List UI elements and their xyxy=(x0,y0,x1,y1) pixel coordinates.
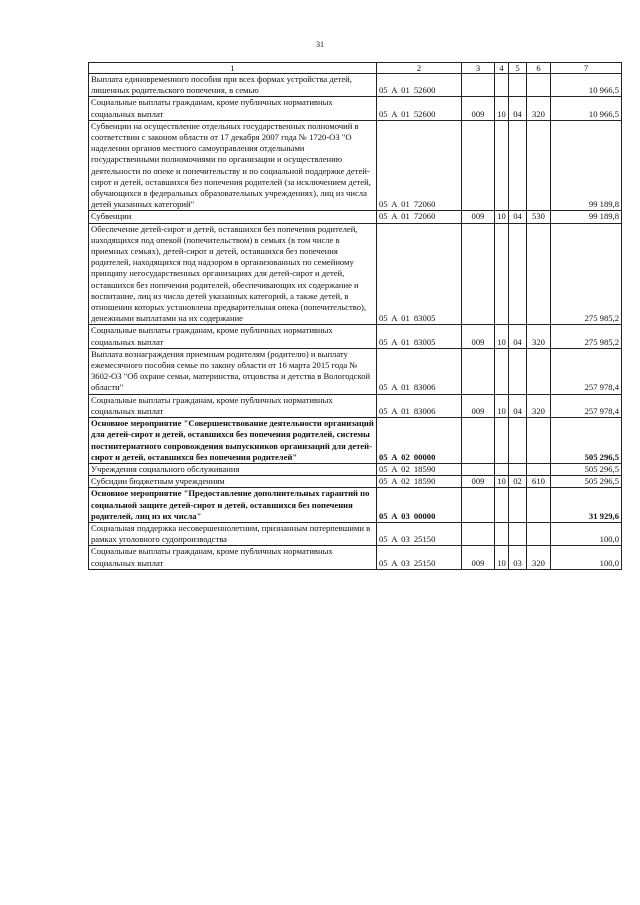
row-amount: 100,0 xyxy=(551,546,622,569)
row-amount: 31 929,6 xyxy=(551,488,622,523)
row-col4: 10 xyxy=(495,394,509,417)
row-col6: 610 xyxy=(527,476,551,488)
row-col3 xyxy=(462,223,495,325)
row-col3: 009 xyxy=(462,211,495,223)
column-header-2: 2 xyxy=(377,63,462,74)
table-row xyxy=(89,488,622,523)
table-row xyxy=(89,522,622,545)
row-col4 xyxy=(495,348,509,394)
row-col4: 10 xyxy=(495,211,509,223)
row-col5 xyxy=(509,522,527,545)
row-col4 xyxy=(495,74,509,97)
row-col5 xyxy=(509,120,527,211)
row-col5: 04 xyxy=(509,325,527,348)
row-name: Социальные выплаты гражданам, кроме публичных нормативных социальных выплат xyxy=(89,97,377,120)
row-col5: 02 xyxy=(509,476,527,488)
row-col5: 04 xyxy=(509,211,527,223)
table-row xyxy=(89,546,622,569)
row-col6 xyxy=(527,488,551,523)
table-header-row xyxy=(89,63,622,74)
row-code: 05 A 01 52600 xyxy=(377,74,462,97)
row-col4 xyxy=(495,488,509,523)
row-col5: 03 xyxy=(509,546,527,569)
row-code: 05 A 03 25150 xyxy=(377,546,462,569)
row-col3: 009 xyxy=(462,97,495,120)
page-number: 31 xyxy=(316,40,324,49)
row-col5 xyxy=(509,74,527,97)
row-col6 xyxy=(527,418,551,464)
row-name: Учреждения социального обслуживания xyxy=(89,463,377,475)
row-col3: 009 xyxy=(462,325,495,348)
row-amount: 10 966,5 xyxy=(551,74,622,97)
row-col6 xyxy=(527,463,551,475)
row-col6 xyxy=(527,120,551,211)
row-code: 05 A 03 25150 xyxy=(377,522,462,545)
row-amount: 100,0 xyxy=(551,522,622,545)
row-name: Социальные выплаты гражданам, кроме публичных нормативных социальных выплат xyxy=(89,325,377,348)
table-row xyxy=(89,394,622,417)
table-row xyxy=(89,223,622,325)
table-row xyxy=(89,463,622,475)
row-code: 05 A 01 72060 xyxy=(377,120,462,211)
row-col3 xyxy=(462,74,495,97)
row-col6 xyxy=(527,223,551,325)
row-col5 xyxy=(509,223,527,325)
row-col6 xyxy=(527,74,551,97)
row-col4: 10 xyxy=(495,325,509,348)
row-col6 xyxy=(527,348,551,394)
row-col6: 530 xyxy=(527,211,551,223)
row-amount: 505 296,5 xyxy=(551,418,622,464)
row-name: Социальная поддержка несовершеннолетним, признанным потерпевшими в рамках уголовного судопроизводства xyxy=(89,522,377,545)
row-name: Основное мероприятие "Предоставление дополнительных гарантий по социальной защите детей-сирот и детей, оставшихся без попечения родителей, лиц из их числа" xyxy=(89,488,377,523)
row-col3 xyxy=(462,120,495,211)
row-amount: 10 966,5 xyxy=(551,97,622,120)
table-row xyxy=(89,325,622,348)
row-name: Обеспечение детей-сирот и детей, оставшихся без попечения родителей, находящихся под опекой (попечительством) в семьях (в том числе в приемных семьях), детей-сирот и детей, оставшихся без попечения родителей, находящихся под надзором в организованных по семейному принципу негосударственных организациях для детей-сирот и детей, оставшихся без попечения родителей, обеспечивающих их содержание и воспитание, лиц из числа детей указанных категорий, а также детей, в отношении которых установлена предварительная опека (попечительство), денежными выплатами на их содержание xyxy=(89,223,377,325)
row-code: 05 A 01 52600 xyxy=(377,97,462,120)
row-amount: 275 985,2 xyxy=(551,325,622,348)
row-col3 xyxy=(462,418,495,464)
row-col3: 009 xyxy=(462,546,495,569)
row-col3 xyxy=(462,488,495,523)
column-header-3: 3 xyxy=(462,63,495,74)
row-code: 05 A 01 83006 xyxy=(377,394,462,417)
row-amount: 505 296,5 xyxy=(551,476,622,488)
table-row xyxy=(89,120,622,211)
row-col6: 320 xyxy=(527,325,551,348)
row-name: Субвенции на осуществление отдельных государственных полномочий в соответствии с законом области от 17 декабря 2007 года № 1720-ОЗ "О наделении органов местного самоуправления отдельными государственными полномочиями по организации и осуществлению деятельности по опеке и попечительству и по социальной поддержке детей-сирот и детей, оставшихся без попечения родителей (за исключением детей, обучающихся в федеральных образовательных учреждениях), лиц из числа детей указанных категорий" xyxy=(89,120,377,211)
row-col3 xyxy=(462,348,495,394)
row-amount: 99 189,8 xyxy=(551,211,622,223)
table-row xyxy=(89,97,622,120)
table-body xyxy=(89,74,622,570)
row-col4 xyxy=(495,120,509,211)
row-code: 05 A 01 83005 xyxy=(377,325,462,348)
row-col3: 009 xyxy=(462,394,495,417)
table-row xyxy=(89,211,622,223)
table-row xyxy=(89,418,622,464)
row-name: Выплата вознаграждения приемным родителям (родителю) и выплату ежемесячного пособия семье по закону области от 16 марта 2015 года № 3602-ОЗ "Об охране семьи, материнства, отцовства и детства в Вологодской области" xyxy=(89,348,377,394)
table-row xyxy=(89,348,622,394)
row-code: 05 A 02 18590 xyxy=(377,476,462,488)
column-header-6: 6 xyxy=(527,63,551,74)
table-row xyxy=(89,74,622,97)
row-col3 xyxy=(462,463,495,475)
row-col3 xyxy=(462,522,495,545)
row-col4 xyxy=(495,522,509,545)
row-col3: 009 xyxy=(462,476,495,488)
row-col5: 04 xyxy=(509,394,527,417)
row-col6: 320 xyxy=(527,97,551,120)
row-amount: 505 296,5 xyxy=(551,463,622,475)
row-col5 xyxy=(509,418,527,464)
row-name: Основное мероприятие "Совершенствование деятельности организаций для детей-сирот и детей, оставшихся без попечения родителей, системы постинтернатного сопровождения выпускников организаций для детей-сирот и детей, оставшихся без попечения родителей" xyxy=(89,418,377,464)
row-col4 xyxy=(495,463,509,475)
row-col4: 10 xyxy=(495,476,509,488)
column-header-5: 5 xyxy=(509,63,527,74)
column-header-1: 1 xyxy=(89,63,377,74)
row-name: Социальные выплаты гражданам, кроме публичных нормативных социальных выплат xyxy=(89,546,377,569)
row-col4 xyxy=(495,418,509,464)
row-name: Субсидии бюджетным учреждениям xyxy=(89,476,377,488)
row-amount: 257 978,4 xyxy=(551,348,622,394)
budget-table xyxy=(88,62,622,570)
row-amount: 257 978,4 xyxy=(551,394,622,417)
row-col6: 320 xyxy=(527,546,551,569)
row-col4 xyxy=(495,223,509,325)
row-col5: 04 xyxy=(509,97,527,120)
row-name: Субвенции xyxy=(89,211,377,223)
row-col5 xyxy=(509,463,527,475)
row-col4: 10 xyxy=(495,97,509,120)
row-col6 xyxy=(527,522,551,545)
row-col5 xyxy=(509,488,527,523)
row-code: 05 A 02 00000 xyxy=(377,418,462,464)
row-code: 05 A 02 18590 xyxy=(377,463,462,475)
row-col5 xyxy=(509,348,527,394)
column-header-4: 4 xyxy=(495,63,509,74)
table-row xyxy=(89,476,622,488)
row-code: 05 A 01 83006 xyxy=(377,348,462,394)
row-code: 05 A 01 72060 xyxy=(377,211,462,223)
row-col4: 10 xyxy=(495,546,509,569)
row-amount: 99 189,8 xyxy=(551,120,622,211)
row-name: Социальные выплаты гражданам, кроме публичных нормативных социальных выплат xyxy=(89,394,377,417)
row-col6: 320 xyxy=(527,394,551,417)
row-name: Выплата единовременного пособия при всех формах устройства детей, лишенных родительского попечения, в семью xyxy=(89,74,377,97)
row-amount: 275 985,2 xyxy=(551,223,622,325)
row-code: 05 A 01 83005 xyxy=(377,223,462,325)
column-header-7: 7 xyxy=(551,63,622,74)
row-code: 05 A 03 00000 xyxy=(377,488,462,523)
